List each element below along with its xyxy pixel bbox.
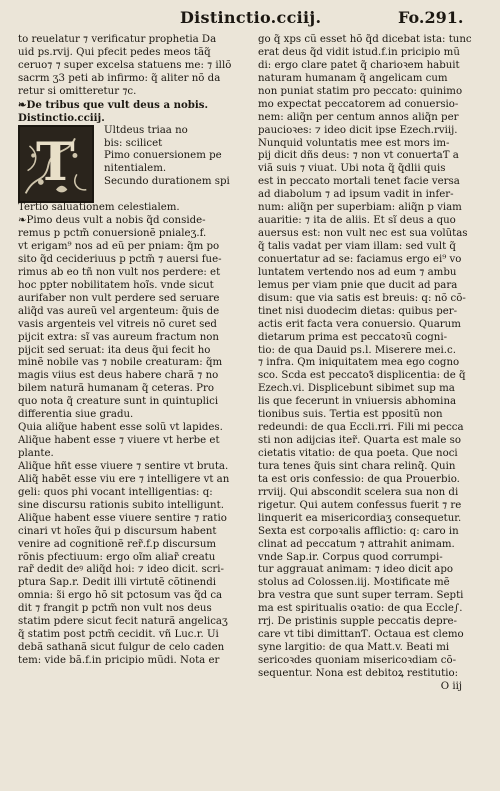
catchword: O iij — [440, 680, 462, 692]
text-line: ptura Sap.r. Dedit illi virtutẽ cõtinendi — [18, 577, 216, 589]
text-line: rõnis pfectiuum: ergo oĩm aliar̃ creatu — [18, 551, 216, 563]
text-line: tinet nisi duodecim dietas: quibus per- — [258, 305, 458, 317]
text-line: rigetur. Qui autem confessus fuerit ⁊ re — [258, 499, 462, 511]
text-line: Tertio saluationem celestialem. — [18, 202, 180, 214]
text-line: nem: aliq̃n per centum annos aliq̃n per — [258, 111, 459, 123]
text-line: dit ⁊ frangit p pctm̃ non vult nos deus — [18, 603, 212, 615]
decorated-initial-capital — [18, 125, 94, 203]
text-line: pij dicit dñs deus: ⁊ non vt conuertaƬ a — [258, 150, 459, 162]
text-line: conuertatur ad se: faciamus ergo ei⁹ vo — [258, 253, 462, 265]
text-line: go q̃ xps cũ esset hõ q̃d dicebat ista: tunc — [258, 34, 472, 45]
text-line: omnia: s̃i ergo hõ sit pctosum vas q̃d ca — [18, 590, 223, 602]
text-line: sacrm ӡ3 peti ab infirmo: q̃ aliter nõ da — [18, 72, 221, 84]
text-line: est in peccato mortali tenet facie versa — [258, 176, 460, 188]
text-line: Aliq̃ habẽt esse viu ere ⁊ intelligere vt an — [18, 473, 230, 485]
text-line: retur si omitteretur ⁊c. — [18, 85, 137, 97]
text-line: sine discursu rationis subito intelligunt. — [18, 499, 224, 511]
text-line: rrviij. Qui abscondit scelera sua non di — [258, 486, 459, 498]
text-line: sito q̃d cecideriuus p pctm̃ ⁊ auersi fue- — [18, 253, 222, 265]
text-line: mo expectat peccatorem ad conuersio- — [258, 98, 459, 110]
text-line: rimus ab eo tñ non vult nos perdere: et — [18, 266, 221, 278]
text-line: to reuelatur ⁊ verificatur prophetia Da — [18, 34, 217, 45]
text-line: magis viius est deus habere charã ⁊ no — [18, 370, 219, 382]
text-line: tio: de qua Dauid ps.l. Miserere mei.c. — [258, 344, 456, 356]
text-line: actis erit facta vera conuersio. Quarum — [258, 318, 461, 330]
text-line: cietatis vitatio: de qua poeta. Que noci — [258, 448, 458, 459]
text-line: ❧De tribus que vult deus a nobis. — [18, 98, 209, 111]
text-line: Ultdeus triaa no — [104, 124, 188, 136]
text-line: naturam humanam q̃ angelicam cum — [258, 72, 448, 84]
right-column — [258, 34, 482, 764]
initial-letter: T — [36, 131, 75, 193]
text-line: tionibus suis. Tertia est ppositũ non — [258, 409, 443, 421]
text-line: ceruo⁊ ⁊ super excelsa statuens me: ⁊ illõ — [18, 59, 232, 71]
text-line: venire ad cognitionẽ rer̃.f.p discursum — [18, 538, 217, 550]
text-line: linquerit ea misericordiaӡ consequetur. — [258, 512, 462, 524]
text-line: dietarum prima est peccatoꝛũ cogni- — [258, 331, 448, 343]
text-line: vnde Sap.ir. Corpus quod corrumpi- — [258, 551, 443, 563]
left-column — [18, 34, 242, 764]
text-line: rar̃ dedit deꝰ aliq̃d hoi: ⁊ ideo dicit. scri- — [18, 564, 224, 576]
running-title: Distinctio.cciij. — [180, 8, 322, 27]
text-line: pijcit extra: sĩ vas aureum fractum non — [18, 331, 219, 343]
left-column-top-text — [18, 34, 242, 125]
text-line: Secundo durationem spi — [104, 176, 230, 188]
text-line: ad diabolum ⁊ ad ipsum vadit in infer- — [258, 189, 454, 201]
text-line: rrj. De pristinis supple peccatis depre- — [258, 616, 457, 628]
text-line: vt erigam⁹ nos ad eũ per pniam: q̃m po — [18, 241, 220, 252]
text-line: differentia siue gradu. — [18, 409, 134, 421]
text-line: sequentur. Nona est debitoꝝ restitutio: — [258, 667, 459, 679]
text-line: tur aggrauat animam: ⁊ ideo dicit apo — [258, 564, 454, 576]
text-line: ta est oris confessio: de qua Prouerbio. — [258, 473, 460, 485]
text-line: cinari vt hoĩes q̃ui p discursum habent — [18, 525, 217, 537]
text-line: debã sathanã sicut fulgur de celo caden — [18, 642, 225, 654]
text-line: Aliq̃ue hñt esse viuere ⁊ sentire vt bruta. — [18, 460, 229, 472]
text-line: minẽ nobile vas ⁊ nobile creaturam: q̃m — [18, 357, 223, 369]
text-line: Nunquid voluntatis mee est mors im- — [258, 137, 450, 149]
text-line: aurifaber non vult perdere sed seruare — [18, 292, 220, 304]
text-line: di: ergo clare patet q̃ charioꝛem habuit — [258, 59, 460, 71]
text-line: tem: vide bã.f.in pricipio mũdi. Nota er — [18, 655, 220, 666]
text-line: ma est spiritualis oꝛatio: de qua Eccle∫. — [258, 603, 463, 615]
text-line: q̃ statim post pctm̃ cecidit. vñ Luc.r. Ui — [18, 629, 219, 641]
text-line: disum: que via satis est breuis: q: nõ cõ- — [258, 292, 466, 304]
text-line: Distinctio.cciij. — [18, 111, 105, 124]
text-line: Aliq̃ue habent esse viuere sentire ⁊ ratio — [18, 512, 227, 524]
text-line: Pimo conuersionem pe — [104, 150, 222, 162]
text-line: remus p pctm̃ conuersionẽ pnialeӡ.f. — [18, 228, 207, 240]
text-line: bilem naturã humanam q̃ ceteras. Pro — [18, 383, 214, 395]
text-line: Sexta est corpoꝛalis afflictio: q: caro in — [258, 525, 459, 537]
text-line: ⁊ infra. Q̃m iniquitatem mea ego cogno — [258, 357, 460, 369]
text-line: luntatem vertendo nos ad eum ⁊ ambu — [258, 266, 457, 278]
text-line: Aliq̃ue habent esse ⁊ viuere vt herbe et — [18, 435, 220, 447]
text-line: auersus est: non vult nec est sua volũtas — [258, 228, 468, 240]
text-line: uid ps.rvij. Qui pfecit pedes meos tãq̃ — [18, 46, 211, 58]
folio-number: Fo.291. — [398, 8, 464, 27]
decorated-initial-block — [18, 124, 242, 193]
text-line: clinat ad peccatum ⁊ attrahit animam. — [258, 538, 455, 550]
text-line: sericoꝛdes quoniam misericoꝛdiam cõ- — [258, 655, 457, 666]
text-line: auaritie: ⁊ ita de aliis. Et sĩ deus a quo — [258, 215, 456, 227]
text-line: aliq̃d vas aureũ vel argenteum: q̃uis de — [18, 305, 220, 317]
text-line: geli: quos phi vocant intelligentias: q: — [18, 486, 213, 498]
text-line: tura tenes q̃uis sint chara relinq̃. Quin — [258, 460, 456, 472]
text-line: lis que fecerunt in vniuersis abhomina — [258, 396, 457, 408]
text-line: lemus per viam pnie que ducit ad para — [258, 279, 458, 291]
text-line: vasis argenteis vel vitreis nõ curet sed — [18, 318, 217, 330]
text-line: redeundi: de qua Eccli.rri. Fili mi pecca — [258, 422, 464, 434]
text-line: nitentialem. — [104, 163, 167, 175]
text-line: quo nota q̃ creature sunt in quintuplici — [18, 396, 219, 408]
text-line: care vt tibi dimittanƬ. Octaua est clemo — [258, 629, 464, 641]
text-line: sco. Scda est peccatoꝛ̃ displicentia: de q̃ — [258, 370, 466, 382]
text-line: num: aliq̃n per superbiam: aliq̃n p viam — [258, 202, 462, 214]
right-column-body-text — [258, 34, 482, 681]
text-line: erat deus q̃d vidit istud.f.in pricipio mũ — [258, 46, 460, 58]
text-line: q̃ talis vadat per viam illam: sed vult q̃ — [258, 241, 456, 252]
text-line: Ezech.vi. Displicebunt sibimet sup ma — [258, 383, 455, 395]
text-line: ❧Pimo deus vult a nobis q̃d conside- — [18, 215, 206, 227]
text-line: statim pdere sicut fecit naturã angelicaӡ — [18, 616, 228, 628]
text-line: syne largitio: de qua Matt.v. Beati mi — [258, 642, 450, 654]
text-line: sti non adijcias iter̃. Quarta est male so — [258, 435, 462, 447]
text-line: plante. — [18, 448, 54, 459]
running-head — [0, 8, 500, 30]
text-line: Quia aliq̃ue habent esse solũ vt lapides. — [18, 422, 223, 434]
text-line: stolus ad Colossen.iij. Moꝛtificate mẽ — [258, 577, 450, 589]
text-line: non puniat statim pro peccato: quinimo — [258, 85, 463, 97]
text-line: pijcit sed seruat: ita deus q̃ui fecit ho — [18, 344, 211, 356]
text-line: bis: scilicet — [104, 137, 163, 149]
left-column-body-text — [18, 189, 242, 668]
text-line: bra vestra que sunt super terram. Septi — [258, 590, 464, 602]
text-line: hoc ppter nobilitatem hoĩs. vnde sicut — [18, 279, 214, 291]
text-line: paucioꝛes: ⁊ ideo dicit ipse Ezech.rviij. — [258, 124, 458, 136]
text-line: viã suis ⁊ viuat. Ubi nota q̃ q̃dlii quis — [258, 163, 446, 175]
